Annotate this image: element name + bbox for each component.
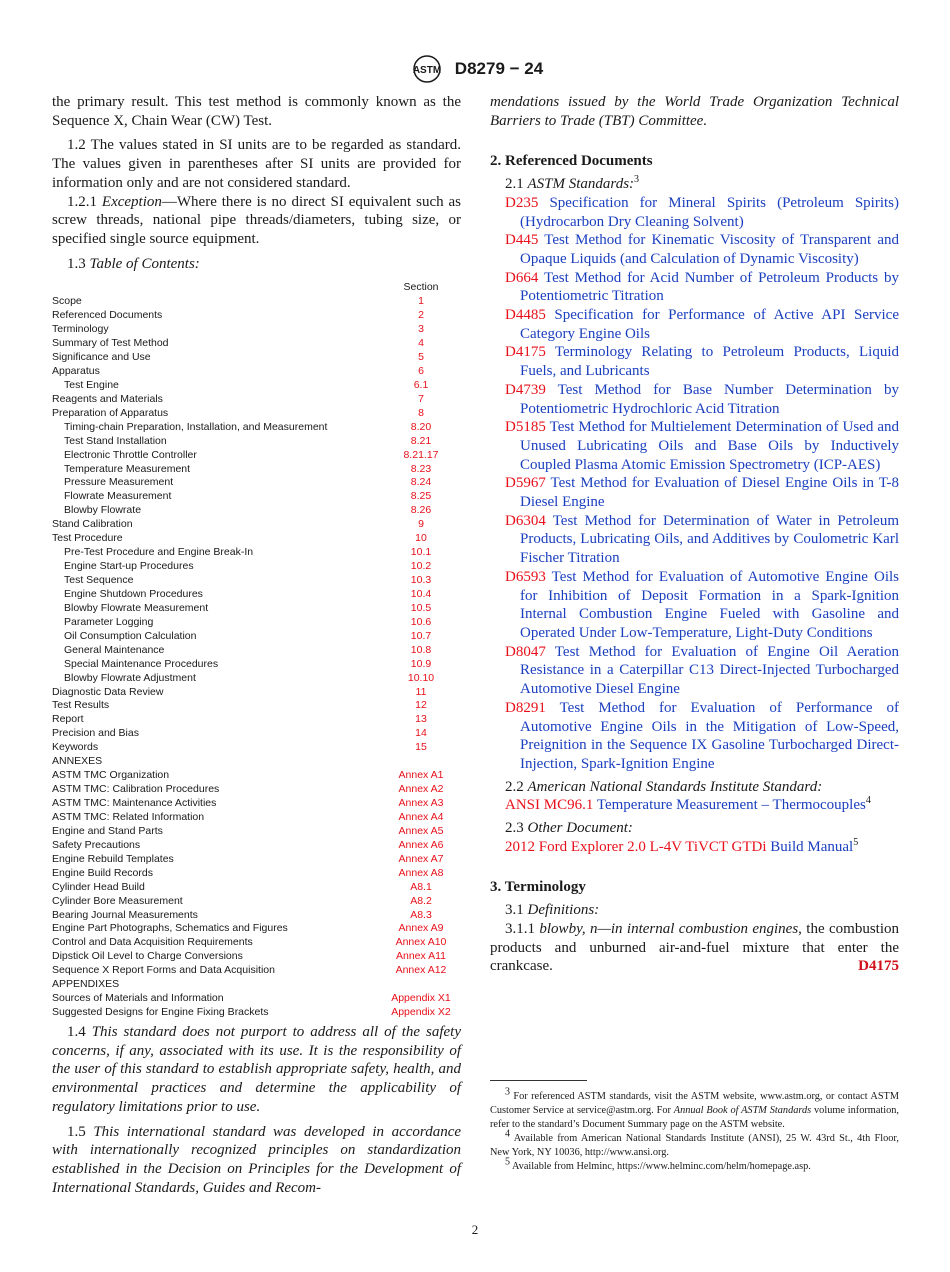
ref-code[interactable]: D8047 xyxy=(505,643,546,660)
toc-label: Pressure Measurement xyxy=(64,476,174,489)
toc-row xyxy=(52,755,461,769)
toc-label: Test Results xyxy=(52,699,110,712)
footnote-4: 4 Available from American National Standards Institute (ANSI), 25 W. 43rd St., 4th Floor, New York, NY 10036, http://www.ansi.org. xyxy=(490,1128,899,1158)
toc-section-link[interactable]: Annex A12 xyxy=(395,964,447,977)
paragraph-1-5: 1.5 This international standard was developed in accordance with internationally recognized principles on standardization established in the Decision on Principles for the Development of International Standards, Guides and Recom- xyxy=(52,1123,462,1196)
referenced-documents-list xyxy=(490,194,899,774)
paragraph-1-3: 1.3 Table of Contents: xyxy=(67,255,200,272)
toc-section-link[interactable]: 8.21 xyxy=(410,434,432,447)
toc-section-link[interactable]: 10.4 xyxy=(410,587,432,600)
ref-code[interactable]: D4739 xyxy=(505,381,546,398)
toc-section-link[interactable]: 8.23 xyxy=(410,462,432,475)
ref-d8047[interactable] xyxy=(490,643,899,699)
toc-section-link[interactable]: 10 xyxy=(415,532,427,545)
toc-label: Timing-chain Preparation, Installation, and Measurement xyxy=(64,420,328,433)
toc-section-link[interactable]: 15 xyxy=(415,741,427,754)
ref-code[interactable]: D235 xyxy=(505,194,539,211)
toc-section-link[interactable]: Annex A8 xyxy=(398,866,444,879)
toc-label: Safety Precautions xyxy=(52,838,141,851)
toc-label: Blowby Flowrate Measurement xyxy=(64,601,209,614)
toc-label: ASTM TMC: Related Information xyxy=(52,810,205,823)
toc-row[interactable] xyxy=(52,407,461,421)
toc-row[interactable] xyxy=(52,490,461,504)
toc-section-link[interactable]: 10.3 xyxy=(410,574,432,587)
toc-label: Sequence X Report Forms and Data Acquisition xyxy=(52,964,275,977)
toc-section-link[interactable]: A8.1 xyxy=(410,880,432,893)
ref-d5185[interactable] xyxy=(490,418,899,474)
toc-header: Section xyxy=(403,281,439,294)
left-column xyxy=(52,93,461,1197)
toc-section-link[interactable]: Annex A9 xyxy=(398,922,444,935)
toc-row[interactable] xyxy=(52,588,461,602)
toc-label: Parameter Logging xyxy=(64,615,154,628)
ref-d8291[interactable] xyxy=(490,699,899,774)
toc-label: APPENDIXES xyxy=(52,978,120,991)
ref-code[interactable]: D664 xyxy=(505,269,539,286)
toc-row[interactable] xyxy=(52,964,461,978)
section-3-heading: 3. Terminology xyxy=(490,879,586,896)
toc-label: ASTM TMC: Maintenance Activities xyxy=(52,797,217,810)
toc-section-link[interactable]: 10.2 xyxy=(410,560,432,573)
ref-code[interactable]: D8291 xyxy=(505,699,546,716)
toc-section-link[interactable]: 11 xyxy=(415,685,427,698)
toc-row[interactable] xyxy=(52,421,461,435)
definition-blowby: 3.1.1 blowby, n—in internal combustion engines, the combustion products and unburned air-and-fuel mixture that enter the crankcase. D4175 xyxy=(490,920,899,975)
toc-section-link[interactable]: 8.25 xyxy=(410,490,432,503)
ref-d6593[interactable] xyxy=(490,568,899,643)
toc-row[interactable] xyxy=(52,337,461,351)
ref-title[interactable]: Terminology Relating to Petroleum Products, Liquid Fuels, and Lubricants xyxy=(520,344,899,380)
toc-label: Engine and Stand Parts xyxy=(52,824,163,837)
toc-row xyxy=(52,978,461,992)
document-code: D8279 − 24 xyxy=(454,59,544,78)
toc-label: Diagnostic Data Review xyxy=(52,685,164,698)
toc-section-link[interactable]: 1 xyxy=(418,295,424,308)
toc-row[interactable] xyxy=(52,518,461,532)
toc-row[interactable] xyxy=(52,658,461,672)
toc-section-link[interactable]: 10.7 xyxy=(410,629,432,642)
toc-row[interactable] xyxy=(52,379,461,393)
toc-section-link[interactable]: 10.9 xyxy=(410,657,432,670)
ref-title[interactable]: Test Method for Acid Number of Petroleum Products by Potentiometric Titration xyxy=(520,269,899,305)
toc-label: Test Stand Installation xyxy=(64,434,167,447)
toc-row[interactable] xyxy=(52,741,461,755)
toc-label: Engine Part Photographs, Schematics and Figures xyxy=(52,922,288,935)
page-number: 2 xyxy=(471,1222,479,1237)
ref-title[interactable]: Test Method for Evaluation of Performance of Automotive Engine Oils in the Mitigation of Low-Speed, Preignition in the Sequence IX Gasoline Turbocharged Direct-Injection, Spark-Ignition Engine xyxy=(520,699,899,772)
ref-title[interactable]: Test Method for Determination of Water in Petroleum Products, Lubricating Oils, and Additives by Coulometric Karl Fischer Titration xyxy=(520,512,899,567)
toc-row[interactable] xyxy=(52,560,461,574)
toc-row[interactable] xyxy=(52,811,461,825)
toc-row[interactable] xyxy=(52,630,461,644)
toc-row[interactable] xyxy=(52,672,461,686)
toc-section-link[interactable]: 3 xyxy=(418,323,424,336)
toc-row[interactable] xyxy=(52,365,461,379)
toc-label: Test Engine xyxy=(64,378,119,391)
toc-section-link[interactable]: 6 xyxy=(418,364,424,377)
toc-row[interactable] xyxy=(52,950,461,964)
toc-label: Dipstick Oil Level to Charge Conversions xyxy=(52,950,243,963)
toc-row[interactable] xyxy=(52,393,461,407)
toc-label: Test Procedure xyxy=(52,532,123,545)
toc-section-link[interactable]: 14 xyxy=(415,727,427,740)
toc-section-link[interactable]: 10.10 xyxy=(407,671,435,684)
ref-d6304[interactable] xyxy=(490,512,899,568)
toc-label: ASTM TMC: Calibration Procedures xyxy=(52,783,220,796)
toc-label: Special Maintenance Procedures xyxy=(64,657,219,670)
toc-section-link[interactable]: 10.5 xyxy=(410,601,432,614)
toc-row[interactable] xyxy=(52,644,461,658)
footnote-divider xyxy=(490,1080,587,1081)
toc-row[interactable] xyxy=(52,909,461,923)
toc-row[interactable] xyxy=(52,351,461,365)
toc-section-link[interactable]: 8.26 xyxy=(410,504,432,517)
ref-code[interactable]: D6593 xyxy=(505,568,546,585)
toc-section-link[interactable]: 8.21.17 xyxy=(403,448,439,461)
subsection-3-1: 3.1 Definitions: xyxy=(505,902,600,919)
ref-title[interactable]: Test Method for Evaluation of Engine Oil Aeration Resistance in a Caterpillar C13 Direct-Injected Turbocharged Automotive Diesel Engine xyxy=(520,643,899,698)
toc-section-link[interactable]: Annex A11 xyxy=(395,950,446,963)
ref-title[interactable]: Specification for Mineral Spirits (Petroleum Spirits) (Hydrocarbon Dry Cleaning Solvent) xyxy=(520,194,899,230)
toc-label: Terminology xyxy=(52,323,109,336)
toc-row[interactable] xyxy=(52,853,461,867)
toc-row[interactable] xyxy=(52,1006,461,1020)
toc-section-link[interactable]: Appendix X1 xyxy=(391,992,451,1005)
ref-ansi[interactable]: ANSI MC96.1 Temperature Measurement – Thermocouples$^4$ xyxy=(505,795,871,814)
toc-section-link[interactable]: Annex A2 xyxy=(398,783,444,796)
toc-label: ANNEXES xyxy=(52,755,103,768)
toc-row[interactable] xyxy=(52,295,461,309)
toc-section-link[interactable]: 9 xyxy=(418,518,424,531)
toc-label: Significance and Use xyxy=(52,351,151,364)
subsection-2-3: 2.3 Other Document: xyxy=(505,820,633,837)
ref-d5967[interactable] xyxy=(490,474,899,511)
toc-section-link[interactable]: Appendix X2 xyxy=(391,1006,451,1019)
toc-row[interactable] xyxy=(52,699,461,713)
table-of-contents xyxy=(52,281,461,1020)
toc-row[interactable] xyxy=(52,323,461,337)
ref-d445[interactable] xyxy=(490,231,899,268)
toc-row[interactable] xyxy=(52,867,461,881)
ref-code[interactable]: D4175 xyxy=(505,344,546,361)
toc-label: Summary of Test Method xyxy=(52,337,169,350)
toc-label: Blowby Flowrate Adjustment xyxy=(64,671,196,684)
footnote-5: 5 Available from Helminc, https://www.helminc.com/helm/homepage.asp. xyxy=(505,1156,811,1172)
toc-label: Pre-Test Procedure and Engine Break-In xyxy=(64,546,254,559)
toc-row[interactable] xyxy=(52,783,461,797)
toc-section-link[interactable]: 4 xyxy=(418,337,424,350)
toc-label: Bearing Journal Measurements xyxy=(52,908,198,921)
toc-row[interactable] xyxy=(52,936,461,950)
toc-row[interactable] xyxy=(52,839,461,853)
toc-section-link[interactable]: 8.24 xyxy=(410,476,432,489)
toc-row[interactable] xyxy=(52,476,461,490)
ref-d235[interactable] xyxy=(490,194,899,231)
paragraph-1-5-cont: mendations issued by the World Trade Organization Technical Barriers to Trade (TBT) Committee. xyxy=(490,94,899,129)
astm-logo-icon xyxy=(407,54,447,84)
ref-title[interactable]: Test Method for Kinematic Viscosity of Transparent and Opaque Liquids (and Calculation of Dynamic Viscosity) xyxy=(520,232,899,267)
ref-code[interactable]: D6304 xyxy=(505,512,546,529)
ref-code[interactable]: D445 xyxy=(505,232,539,249)
page-header xyxy=(0,54,950,84)
toc-label: Report xyxy=(52,713,84,726)
toc-section-link[interactable]: Annex A7 xyxy=(398,852,444,865)
toc-label: Apparatus xyxy=(52,364,100,377)
toc-label: Engine Shutdown Procedures xyxy=(64,587,203,600)
toc-section-link[interactable]: 2 xyxy=(418,309,424,322)
footnotes xyxy=(490,1086,899,1174)
toc-row[interactable] xyxy=(52,435,461,449)
toc-section-link[interactable]: A8.3 xyxy=(410,908,432,921)
toc-label: Test Sequence xyxy=(64,574,134,587)
toc-row[interactable] xyxy=(52,463,461,477)
toc-label: Cylinder Head Build xyxy=(52,880,145,893)
toc-label: Sources of Materials and Information xyxy=(52,992,224,1005)
ref-ford-manual[interactable]: 2012 Ford Explorer 2.0 L-4V TiVCT GTDi Build Manual$^5$ xyxy=(505,836,859,855)
toc-label: Blowby Flowrate xyxy=(64,504,142,517)
toc-section-link[interactable]: Annex A4 xyxy=(398,810,444,823)
toc-row[interactable] xyxy=(52,449,461,463)
toc-label: Suggested Designs for Engine Fixing Brackets xyxy=(52,1006,269,1019)
toc-section-link[interactable]: Annex A5 xyxy=(398,824,444,837)
section-2-heading: 2. Referenced Documents xyxy=(490,153,653,170)
toc-label: Referenced Documents xyxy=(52,309,163,322)
toc-label: Precision and Bias xyxy=(52,727,139,740)
toc-section-link[interactable]: 12 xyxy=(415,699,427,712)
ref-title[interactable]: Test Method for Evaluation of Diesel Engine Oils in T-8 Diesel Engine xyxy=(520,475,899,511)
toc-section-link[interactable]: 8 xyxy=(418,406,424,419)
toc-section-link[interactable]: Annex A6 xyxy=(398,838,444,851)
ref-d4175[interactable] xyxy=(490,343,899,380)
ref-code[interactable]: D4485 xyxy=(505,307,546,324)
toc-section-link[interactable]: A8.2 xyxy=(410,894,432,907)
toc-row[interactable] xyxy=(52,797,461,811)
paragraph-1-1-cont: the primary result. This test method is commonly known as the Sequence X, Chain Wear (CW) Test. xyxy=(52,94,461,129)
toc-row[interactable] xyxy=(52,713,461,727)
toc-section-link[interactable]: 13 xyxy=(415,713,427,726)
toc-row[interactable] xyxy=(52,769,461,783)
ref-d664[interactable] xyxy=(490,269,899,306)
toc-label: Stand Calibration xyxy=(52,518,133,531)
footnote-3: 3 For referenced ASTM standards, visit the ASTM website, www.astm.org, or contact ASTM Customer Service at service@astm.org. For Annual Book of ASTM Standards volume information, refer to the standard’s Document Summary page on the ASTM website. xyxy=(490,1086,899,1130)
toc-row[interactable] xyxy=(52,895,461,909)
toc-section-link[interactable]: 7 xyxy=(418,392,424,405)
ref-title[interactable]: Test Method for Evaluation of Automotive Engine Oils for Inhibition of Deposit Formation in a Spark-Ignition Internal Combustion Engine Fueled with Gasoline and Operated Under Low-Temperature, Light-Duty Conditions xyxy=(520,568,900,641)
toc-section-link[interactable]: Annex A10 xyxy=(395,936,447,949)
ref-code[interactable]: D5967 xyxy=(505,475,546,492)
toc-section-link[interactable]: 8.20 xyxy=(410,420,432,433)
toc-section-link[interactable]: 10.1 xyxy=(410,546,432,559)
toc-label: Engine Build Records xyxy=(52,866,153,879)
toc-row[interactable] xyxy=(52,881,461,895)
toc-section-link[interactable]: 10.8 xyxy=(410,643,432,656)
ref-title[interactable]: Specification for Performance of Active API Service Category Engine Oils xyxy=(520,307,899,342)
toc-label: Control and Data Acquisition Requirements xyxy=(52,936,253,949)
toc-label: Engine Start-up Procedures xyxy=(64,560,194,573)
toc-section-link[interactable]: Annex A3 xyxy=(398,797,444,810)
toc-label: Flowrate Measurement xyxy=(64,490,172,503)
toc-row[interactable] xyxy=(52,686,461,700)
toc-label: Engine Rebuild Templates xyxy=(52,852,174,865)
toc-label: Scope xyxy=(52,295,82,308)
ref-d4485[interactable] xyxy=(490,306,899,343)
toc-row[interactable] xyxy=(52,309,461,323)
toc-row[interactable] xyxy=(52,574,461,588)
paragraph-1-2: 1.2 The values stated in SI units are to be regarded as standard. The values given in parentheses after SI units are provided for information only and are not considered standard. xyxy=(52,137,461,191)
subsection-2-2: 2.2 American National Standards Institute Standard: xyxy=(505,778,823,795)
toc-label: Electronic Throttle Controller xyxy=(64,448,197,461)
toc-row[interactable] xyxy=(52,825,461,839)
right-column xyxy=(490,93,899,976)
definition-source-link[interactable]: D4175 xyxy=(858,958,899,975)
toc-row[interactable] xyxy=(52,616,461,630)
toc-label: Preparation of Apparatus xyxy=(52,406,169,419)
toc-label: Reagents and Materials xyxy=(52,392,163,405)
toc-label: ASTM TMC Organization xyxy=(52,769,170,782)
toc-row[interactable] xyxy=(52,532,461,546)
ref-title[interactable]: Test Method for Base Number Determination by Potentiometric Hydrochloric Acid Titration xyxy=(520,381,899,417)
toc-row[interactable] xyxy=(52,727,461,741)
toc-label: Temperature Measurement xyxy=(64,462,191,475)
toc-row[interactable] xyxy=(52,602,461,616)
paragraph-1-4: 1.4 This standard does not purport to address all of the safety concerns, if any, associated with its use. It is the responsibility of the user of this standard to establish appropriate safety, health, and environmental practices and determine the applicability of regulatory limitations prior to use. xyxy=(52,1024,462,1115)
ref-code[interactable]: D5185 xyxy=(505,419,546,436)
toc-section-link xyxy=(381,978,461,992)
toc-label: General Maintenance xyxy=(64,643,165,656)
toc-row[interactable] xyxy=(52,992,461,1006)
toc-row[interactable] xyxy=(52,546,461,560)
toc-row[interactable] xyxy=(52,504,461,518)
toc-label: Oil Consumption Calculation xyxy=(64,629,197,642)
subsection-2-1: 2.1 ASTM Standards:$^3$ xyxy=(505,174,640,193)
svg-text:ASTM: ASTM xyxy=(412,65,441,76)
toc-label: Cylinder Bore Measurement xyxy=(52,894,183,907)
toc-label: Keywords xyxy=(52,741,99,754)
paragraph-1-2-1: 1.2.1 Exception—Where there is no direct SI equivalent such as screw threads, national pipe threads/diameters, tubing size, or specified single source equipment. xyxy=(52,193,461,247)
toc-section-link[interactable]: Annex A1 xyxy=(398,769,444,782)
ref-title[interactable]: Test Method for Multielement Determination of Used and Unused Lubricating Oils and Base Oils by Inductively Coupled Plasma Atomic Emission Spectrometry (ICP-AES) xyxy=(520,419,899,473)
toc-row[interactable] xyxy=(52,922,461,936)
toc-section-link[interactable]: 6.1 xyxy=(413,378,429,391)
ref-d4739[interactable] xyxy=(490,381,899,418)
toc-section-link[interactable]: 5 xyxy=(418,351,424,364)
toc-section-link xyxy=(381,755,461,769)
toc-section-link[interactable]: 10.6 xyxy=(410,615,432,628)
